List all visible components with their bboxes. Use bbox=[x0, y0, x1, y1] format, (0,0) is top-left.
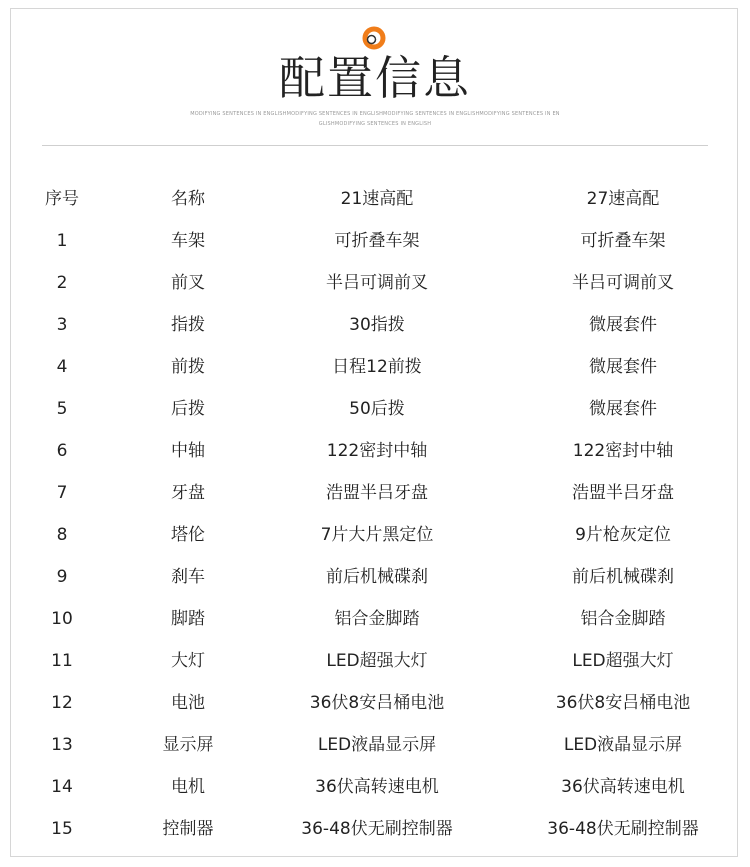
name-cell: 前叉 bbox=[171, 273, 205, 293]
title-divider bbox=[42, 145, 708, 146]
name-cell: 电机 bbox=[171, 777, 205, 797]
page-subtitle: MODIFYING SENTENCES IN ENGLISHMODIFYING SENTENCES IN ENGLISHMODIFYING SENTENCES IN ENGLISHMODIFYING SENTENCES IN ENGLISHMODIFYING SENTENCES IN ENGLISH bbox=[190, 111, 560, 127]
index-cell: 9 bbox=[56, 567, 68, 587]
spec-27-cell: 36伏8安吕桶电池 bbox=[555, 693, 691, 713]
index-cell: 13 bbox=[51, 735, 73, 755]
table-body bbox=[0, 220, 750, 850]
name-cell: 塔伦 bbox=[171, 525, 205, 545]
spec-27-cell: 铝合金脚踏 bbox=[580, 609, 666, 629]
name-cell: 刹车 bbox=[171, 567, 205, 587]
spec-21-cell: 可折叠车架 bbox=[334, 231, 420, 251]
table-row bbox=[0, 724, 750, 766]
spec-27-cell: 微展套件 bbox=[589, 357, 657, 377]
table-row bbox=[0, 598, 750, 640]
name-cell: 大灯 bbox=[171, 651, 205, 671]
spec-27-cell: 122密封中轴 bbox=[572, 441, 674, 461]
spec-21-cell: 36伏8安吕桶电池 bbox=[309, 693, 445, 713]
spec-27-cell: LED超强大灯 bbox=[572, 651, 674, 671]
table-row bbox=[0, 682, 750, 724]
table-row bbox=[0, 262, 750, 304]
page-title: 配置信息 bbox=[279, 51, 471, 105]
index-cell: 15 bbox=[51, 819, 73, 839]
header-27-speed: 27速高配 bbox=[586, 189, 660, 209]
config-table bbox=[0, 178, 750, 850]
index-cell: 11 bbox=[51, 651, 73, 671]
spec-21-cell: LED液晶显示屏 bbox=[317, 735, 437, 755]
spec-21-cell: 浩盟半吕牙盘 bbox=[326, 483, 428, 503]
spec-21-cell: LED超强大灯 bbox=[326, 651, 428, 671]
index-cell: 12 bbox=[51, 693, 73, 713]
table-row bbox=[0, 556, 750, 598]
table-row bbox=[0, 514, 750, 556]
name-cell: 脚踏 bbox=[171, 609, 205, 629]
spec-21-cell: 36-48伏无刷控制器 bbox=[301, 819, 453, 839]
name-cell: 控制器 bbox=[162, 819, 214, 839]
header-21-speed: 21速高配 bbox=[340, 189, 414, 209]
name-cell: 前拨 bbox=[171, 357, 205, 377]
name-cell: 后拨 bbox=[171, 399, 205, 419]
spec-27-cell: 36-48伏无刷控制器 bbox=[547, 819, 699, 839]
index-cell: 3 bbox=[56, 315, 68, 335]
spec-27-cell: 9片枪灰定位 bbox=[575, 525, 671, 545]
table-row bbox=[0, 388, 750, 430]
name-cell: 车架 bbox=[171, 231, 205, 251]
spec-21-cell: 50后拨 bbox=[349, 399, 405, 419]
table-header-row bbox=[0, 178, 750, 220]
spec-27-cell: 可折叠车架 bbox=[580, 231, 666, 251]
spec-27-cell: 半吕可调前叉 bbox=[572, 273, 674, 293]
index-cell: 14 bbox=[51, 777, 73, 797]
table-row bbox=[0, 220, 750, 262]
table-row bbox=[0, 472, 750, 514]
name-cell: 电池 bbox=[171, 693, 205, 713]
index-cell: 10 bbox=[51, 609, 73, 629]
table-row bbox=[0, 430, 750, 472]
index-cell: 4 bbox=[56, 357, 68, 377]
spec-21-cell: 30指拨 bbox=[349, 315, 405, 335]
spec-27-cell: 36伏高转速电机 bbox=[561, 777, 685, 797]
name-cell: 牙盘 bbox=[171, 483, 205, 503]
table-row bbox=[0, 346, 750, 388]
orange-ring-icon bbox=[362, 26, 386, 50]
index-cell: 2 bbox=[56, 273, 68, 293]
table-row bbox=[0, 640, 750, 682]
index-cell: 7 bbox=[56, 483, 68, 503]
index-cell: 1 bbox=[56, 231, 68, 251]
spec-27-cell: LED液晶显示屏 bbox=[563, 735, 683, 755]
index-cell: 8 bbox=[56, 525, 68, 545]
spec-27-cell: 微展套件 bbox=[589, 399, 657, 419]
spec-21-cell: 7片大片黑定位 bbox=[320, 525, 434, 545]
spec-21-cell: 日程12前拨 bbox=[332, 357, 422, 377]
table-row bbox=[0, 766, 750, 808]
spec-21-cell: 36伏高转速电机 bbox=[315, 777, 439, 797]
table-row bbox=[0, 304, 750, 346]
index-cell: 5 bbox=[56, 399, 68, 419]
spec-27-cell: 前后机械碟刹 bbox=[572, 567, 674, 587]
table-row bbox=[0, 808, 750, 850]
header-name: 名称 bbox=[171, 189, 205, 209]
spec-21-cell: 铝合金脚踏 bbox=[334, 609, 420, 629]
spec-21-cell: 前后机械碟刹 bbox=[326, 567, 428, 587]
spec-27-cell: 微展套件 bbox=[589, 315, 657, 335]
spec-27-cell: 浩盟半吕牙盘 bbox=[572, 483, 674, 503]
name-cell: 指拨 bbox=[171, 315, 205, 335]
spec-21-cell: 122密封中轴 bbox=[326, 441, 428, 461]
header-index: 序号 bbox=[45, 189, 79, 209]
spec-21-cell: 半吕可调前叉 bbox=[326, 273, 428, 293]
name-cell: 中轴 bbox=[171, 441, 205, 461]
index-cell: 6 bbox=[56, 441, 68, 461]
name-cell: 显示屏 bbox=[162, 735, 214, 755]
